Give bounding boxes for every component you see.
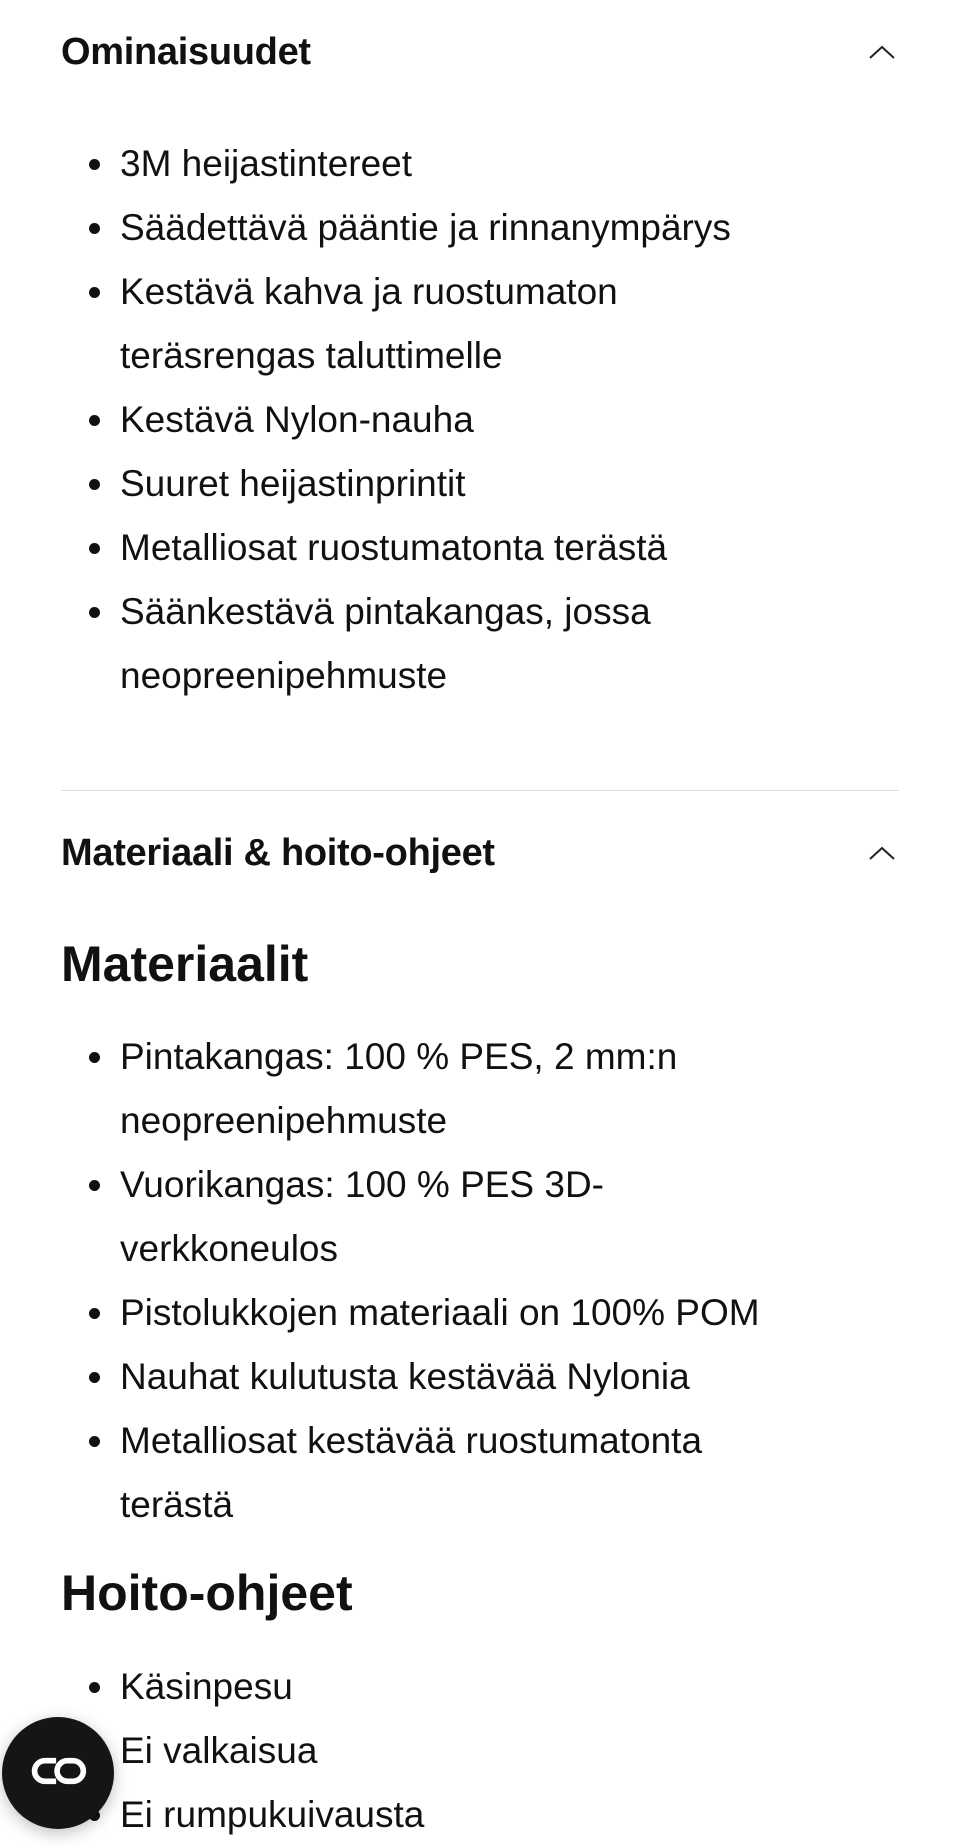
accordion-title: Ominaisuudet: [61, 30, 311, 73]
materials-list: [61, 1025, 920, 1537]
list-item: Käsinpesu: [120, 1655, 920, 1719]
accordion-title: Materiaali & hoito-ohjeet: [61, 831, 495, 874]
features-list: [61, 132, 920, 708]
care-instructions-list: [61, 1655, 920, 1847]
list-item: Suuret heijastinprintit: [120, 452, 920, 516]
chat-logo-icon: [28, 1754, 88, 1793]
list-item: Pistolukkojen materiaali on 100% POM: [120, 1281, 920, 1345]
list-item: Kestävä kahva ja ruostumaton teräsrengas taluttimelle: [120, 260, 720, 388]
list-item: Nauhat kulutusta kestävää Nylonia: [120, 1345, 920, 1409]
list-item: Ei rumpukuivausta: [120, 1783, 920, 1847]
list-item: 3M heijastintereet: [120, 132, 920, 196]
chat-button[interactable]: [2, 1717, 114, 1829]
list-item: Ei valkaisua: [120, 1719, 920, 1783]
chevron-up-icon[interactable]: [865, 35, 899, 69]
care-instructions-heading: Hoito-ohjeet: [61, 1565, 353, 1621]
list-item: Metalliosat ruostumatonta terästä: [120, 516, 920, 580]
accordion-care-header[interactable]: [61, 823, 899, 883]
list-item: Vuorikangas: 100 % PES 3D-verkkoneulos: [120, 1153, 680, 1281]
list-item: Säänkestävä pintakangas, jossa neopreenipehmuste: [120, 580, 760, 708]
accordion-features-header[interactable]: [61, 22, 899, 82]
chevron-up-icon[interactable]: [865, 836, 899, 870]
list-item: Metalliosat kestävää ruostumatonta terästä: [120, 1409, 760, 1537]
list-item: Pintakangas: 100 % PES, 2 mm:n neopreenipehmuste: [120, 1025, 700, 1153]
divider: [61, 790, 899, 791]
materials-heading: Materiaalit: [61, 936, 309, 992]
list-item: Kestävä Nylon-nauha: [120, 388, 920, 452]
list-item: Säädettävä pääntie ja rinnanympärys: [120, 196, 920, 260]
